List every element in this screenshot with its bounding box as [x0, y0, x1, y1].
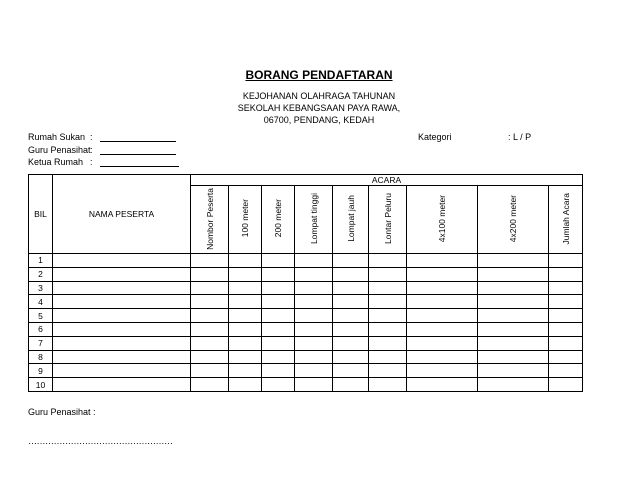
- event-cell[interactable]: [478, 350, 549, 364]
- row-number: 1: [29, 254, 53, 268]
- event-cell[interactable]: [369, 336, 407, 350]
- row-number: 10: [29, 378, 53, 392]
- event-cell[interactable]: [262, 295, 295, 309]
- event-cell[interactable]: [369, 378, 407, 392]
- event-cell[interactable]: [333, 350, 369, 364]
- event-cell[interactable]: [369, 254, 407, 268]
- event-cell[interactable]: [295, 281, 333, 295]
- event-cell[interactable]: [549, 322, 583, 336]
- event-cell[interactable]: [369, 322, 407, 336]
- event-label: 200 meter: [273, 199, 283, 238]
- event-cell[interactable]: [333, 309, 369, 323]
- event-cell[interactable]: [295, 295, 333, 309]
- event-cell[interactable]: [229, 350, 262, 364]
- row-number: 6: [29, 322, 53, 336]
- event-cell[interactable]: [407, 295, 478, 309]
- event-cell[interactable]: [262, 267, 295, 281]
- event-cell[interactable]: [191, 364, 229, 378]
- row-number: 4: [29, 295, 53, 309]
- event-cell[interactable]: [369, 267, 407, 281]
- event-cell[interactable]: [262, 309, 295, 323]
- event-cell[interactable]: [478, 322, 549, 336]
- event-cell[interactable]: [369, 309, 407, 323]
- event-cell[interactable]: [229, 378, 262, 392]
- header-event: [549, 186, 583, 254]
- event-cell[interactable]: [191, 309, 229, 323]
- event-cell[interactable]: [478, 309, 549, 323]
- event-cell[interactable]: [549, 378, 583, 392]
- event-cell[interactable]: [478, 295, 549, 309]
- row-number: 8: [29, 350, 53, 364]
- participant-name-cell[interactable]: [53, 350, 191, 364]
- event-cell[interactable]: [333, 364, 369, 378]
- guru-penasihat-field: Guru Penasihat :: [28, 145, 91, 155]
- event-cell[interactable]: [295, 309, 333, 323]
- table-row: [29, 267, 583, 281]
- event-cell[interactable]: [295, 364, 333, 378]
- event-cell[interactable]: [262, 281, 295, 295]
- event-cell[interactable]: [191, 267, 229, 281]
- table-row: [29, 322, 583, 336]
- event-cell[interactable]: [333, 378, 369, 392]
- event-cell[interactable]: [478, 364, 549, 378]
- event-cell[interactable]: [407, 322, 478, 336]
- participant-name-cell[interactable]: [53, 378, 191, 392]
- event-cell[interactable]: [333, 267, 369, 281]
- header-event: [407, 186, 478, 254]
- table-row: [29, 350, 583, 364]
- participant-name-cell[interactable]: [53, 336, 191, 350]
- event-cell[interactable]: [229, 281, 262, 295]
- event-name: KEJOHANAN OLAHRAGA TAHUNAN: [242, 91, 396, 101]
- event-cell[interactable]: [262, 364, 295, 378]
- event-cell[interactable]: [191, 350, 229, 364]
- kategori-value: : L / P: [508, 132, 532, 142]
- event-label: Nombor Peserta: [204, 187, 215, 250]
- event-cell[interactable]: [333, 295, 369, 309]
- event-cell[interactable]: [295, 336, 333, 350]
- event-cell[interactable]: [407, 350, 478, 364]
- guru-penasihat-label: Guru Penasihat: [28, 145, 91, 155]
- header-acara: ACARA: [191, 175, 583, 186]
- event-cell[interactable]: [262, 322, 295, 336]
- row-number: 2: [29, 267, 53, 281]
- footer-guru-penasihat: Guru Penasihat :: [28, 407, 96, 417]
- event-label: Jumlah Acara: [560, 192, 571, 245]
- event-cell[interactable]: [369, 350, 407, 364]
- event-cell[interactable]: [295, 322, 333, 336]
- event-cell[interactable]: [407, 336, 478, 350]
- event-cell[interactable]: [229, 336, 262, 350]
- event-cell[interactable]: [191, 295, 229, 309]
- ketua-rumah-input[interactable]: [100, 157, 179, 167]
- event-cell[interactable]: [407, 281, 478, 295]
- participant-name-cell[interactable]: [53, 254, 191, 268]
- event-cell[interactable]: [407, 267, 478, 281]
- event-cell[interactable]: [478, 267, 549, 281]
- row-number: 5: [29, 309, 53, 323]
- participant-name-cell[interactable]: [53, 322, 191, 336]
- event-cell[interactable]: [478, 281, 549, 295]
- event-cell[interactable]: [407, 309, 478, 323]
- event-label: Lompat jauh: [345, 195, 356, 242]
- event-cell[interactable]: [333, 281, 369, 295]
- table-row: [29, 295, 583, 309]
- event-cell[interactable]: [191, 336, 229, 350]
- event-cell[interactable]: [229, 309, 262, 323]
- event-cell[interactable]: [262, 336, 295, 350]
- school-name: SEKOLAH KEBANGSAAN PAYA RAWA,: [237, 103, 401, 113]
- header-event: [295, 186, 333, 254]
- event-cell[interactable]: [229, 295, 262, 309]
- event-label: Lontar Peluru: [382, 192, 393, 245]
- event-cell[interactable]: [407, 364, 478, 378]
- signature-line[interactable]: ……………………………………………: [28, 436, 173, 446]
- header-event: [478, 186, 549, 254]
- event-cell[interactable]: [333, 254, 369, 268]
- guru-penasihat-input[interactable]: [100, 145, 176, 155]
- participant-name-cell[interactable]: [53, 309, 191, 323]
- row-number: 3: [29, 281, 53, 295]
- event-cell[interactable]: [295, 254, 333, 268]
- event-cell[interactable]: [295, 378, 333, 392]
- rumah-sukan-input[interactable]: [100, 132, 176, 142]
- school-address: 06700, PENDANG, KEDAH: [263, 115, 375, 125]
- header-event: [229, 186, 262, 254]
- ketua-rumah-field: Ketua Rumah :: [28, 157, 83, 167]
- event-cell[interactable]: [333, 322, 369, 336]
- kategori-label: Kategori: [418, 132, 452, 142]
- participant-name-cell[interactable]: [53, 267, 191, 281]
- event-cell[interactable]: [229, 254, 262, 268]
- event-cell[interactable]: [549, 295, 583, 309]
- rumah-sukan-label: Rumah Sukan: [28, 132, 86, 142]
- participant-name-cell[interactable]: [53, 295, 191, 309]
- event-cell[interactable]: [549, 336, 583, 350]
- event-cell[interactable]: [262, 350, 295, 364]
- header-event: [333, 186, 369, 254]
- event-cell[interactable]: [191, 378, 229, 392]
- event-cell[interactable]: [478, 254, 549, 268]
- event-cell[interactable]: [369, 281, 407, 295]
- rumah-sukan-field: Rumah Sukan :: [28, 132, 85, 142]
- table-row: [29, 309, 583, 323]
- table-row: [29, 364, 583, 378]
- event-cell[interactable]: [295, 350, 333, 364]
- event-cell[interactable]: [191, 322, 229, 336]
- event-cell[interactable]: [549, 309, 583, 323]
- event-label: 4x100 meter: [437, 194, 447, 243]
- participant-name-cell[interactable]: [53, 281, 191, 295]
- event-cell[interactable]: [549, 281, 583, 295]
- event-cell[interactable]: [407, 254, 478, 268]
- event-cell[interactable]: [369, 295, 407, 309]
- event-cell[interactable]: [478, 336, 549, 350]
- event-cell[interactable]: [191, 254, 229, 268]
- event-cell[interactable]: [549, 364, 583, 378]
- header-bil: BIL: [29, 175, 53, 254]
- table-row: [29, 254, 583, 268]
- event-cell[interactable]: [333, 336, 369, 350]
- registration-table: [28, 174, 583, 392]
- event-cell[interactable]: [262, 378, 295, 392]
- header-event: [262, 186, 295, 254]
- event-cell[interactable]: [478, 378, 549, 392]
- event-cell[interactable]: [407, 378, 478, 392]
- table-row: [29, 336, 583, 350]
- participant-name-cell[interactable]: [53, 364, 191, 378]
- event-cell[interactable]: [229, 322, 262, 336]
- table-row: [29, 281, 583, 295]
- row-number: 7: [29, 336, 53, 350]
- event-cell[interactable]: [229, 267, 262, 281]
- event-label: 4x200 meter: [508, 194, 518, 243]
- ketua-rumah-label: Ketua Rumah: [28, 157, 84, 167]
- event-cell[interactable]: [369, 364, 407, 378]
- event-label: 100 meter: [240, 199, 250, 238]
- event-cell[interactable]: [191, 281, 229, 295]
- row-number: 9: [29, 364, 53, 378]
- table-row: [29, 378, 583, 392]
- event-cell[interactable]: [262, 254, 295, 268]
- event-cell[interactable]: [229, 364, 262, 378]
- event-label: Lompat tinggi: [308, 192, 319, 245]
- event-cell[interactable]: [549, 350, 583, 364]
- header-nama-peserta: NAMA PESERTA: [53, 175, 191, 254]
- header-event: [191, 186, 229, 254]
- event-cell[interactable]: [549, 267, 583, 281]
- event-cell[interactable]: [295, 267, 333, 281]
- form-title: BORANG PENDAFTARAN: [245, 68, 393, 82]
- event-cell[interactable]: [549, 254, 583, 268]
- header-event: [369, 186, 407, 254]
